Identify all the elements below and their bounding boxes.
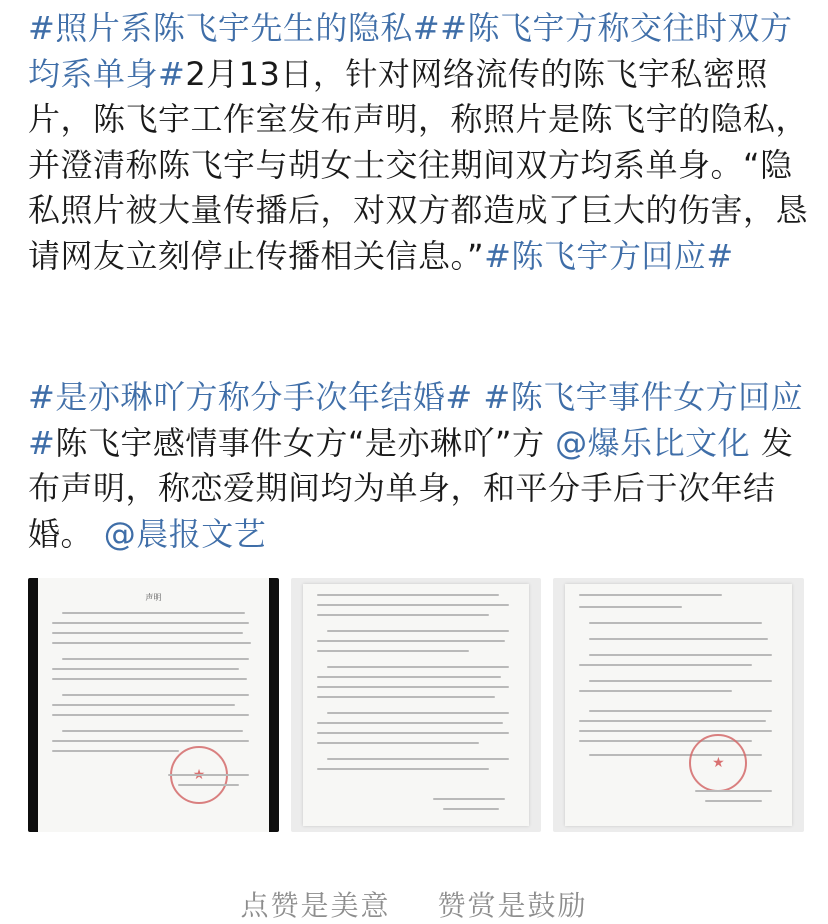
statement-image-2[interactable] [291,578,542,832]
document-text-line [62,612,245,614]
document-page [565,584,792,826]
document-text-line [317,732,510,734]
document-text-line [579,720,766,722]
mention-link[interactable]: @晨报文艺 [103,514,267,553]
document-text-line [589,638,768,640]
statement-image-3[interactable] [553,578,804,832]
document-text-line [579,606,682,608]
document-text-line [317,604,510,606]
post-1 [28,6,808,280]
document-text-line [52,642,251,644]
document-text-line [317,640,506,642]
document-text-line [589,710,772,712]
document-text-line [62,658,249,660]
document-text-line [317,614,490,616]
statement-image-1[interactable] [28,578,279,832]
post-body-text: 发布声明，称恋爱期间均为单身，和平分手后于次年结婚。 [28,423,794,553]
hashtag-link[interactable]: #是亦琳吖方称分手次年结婚# [28,378,473,416]
document-title: 声明 [145,593,162,602]
document-text-line [52,704,235,706]
document-text-line [579,594,722,596]
document-text-line [62,730,243,732]
document-text-line [579,664,752,666]
document-text-line [579,730,772,732]
document-text-line [52,714,249,716]
post-body-text: 陈飞宇感情事件女方“是亦琳吖”方 [55,423,545,462]
document-text-line [705,800,762,802]
document-text-line [317,650,470,652]
document-text-line [317,742,480,744]
document-text-line [579,690,732,692]
document-text-line [317,722,504,724]
hashtag-link[interactable]: #陈飞宇事件女方回应# [28,378,804,462]
reward-footer [0,884,828,924]
document-text-line [695,790,772,792]
document-text-line [433,798,506,800]
document-text-line [327,630,510,632]
document-text-line [327,712,510,714]
red-seal-stamp [689,734,747,792]
document-text-line [317,676,502,678]
footer-right-text: 赞赏是鼓励 [437,889,588,922]
document-text-line [327,666,510,668]
document-text-line [317,768,490,770]
document-text-line [317,686,510,688]
document-text-line [443,808,500,810]
document-text-line [317,696,496,698]
document-text-line [168,774,249,776]
document-text-line [589,680,772,682]
document-text-line [589,654,772,656]
document-text-line [327,758,510,760]
document-text-line [317,594,500,596]
document-text-line [52,740,249,742]
hashtag-link[interactable]: #照片系陈飞宇先生的隐私# [28,9,441,47]
document-page [38,578,269,832]
document-text-line [62,694,249,696]
document-text-line [589,622,762,624]
document-text-line [52,632,243,634]
image-gallery [28,578,804,832]
document-text-line [52,622,249,624]
document-page [303,584,530,826]
footer-left-text: 点赞是美意 [240,889,391,922]
post-2 [28,375,808,557]
hashtag-link[interactable]: #陈飞宇方称交往时双方均系单身# [28,9,793,93]
document-text-line [178,784,239,786]
hashtag-link[interactable]: #陈飞宇方回应# [484,236,734,275]
document-text-line [52,668,239,670]
post-body-text: 2月13日，针对网络流传的陈飞宇私密照片，陈飞宇工作室发布声明，称照片是陈飞宇的隐私，并澄清称陈飞宇与胡女士交往期间双方均系单身。“隐私照片被大量传播后，对双方都造成了巨大的伤害，恳请网友立刻停止传播相关信息。” [28,54,809,275]
document-text-line [52,750,179,752]
document-text-line [52,678,247,680]
mention-link[interactable]: @爆乐比文化 [555,423,751,462]
